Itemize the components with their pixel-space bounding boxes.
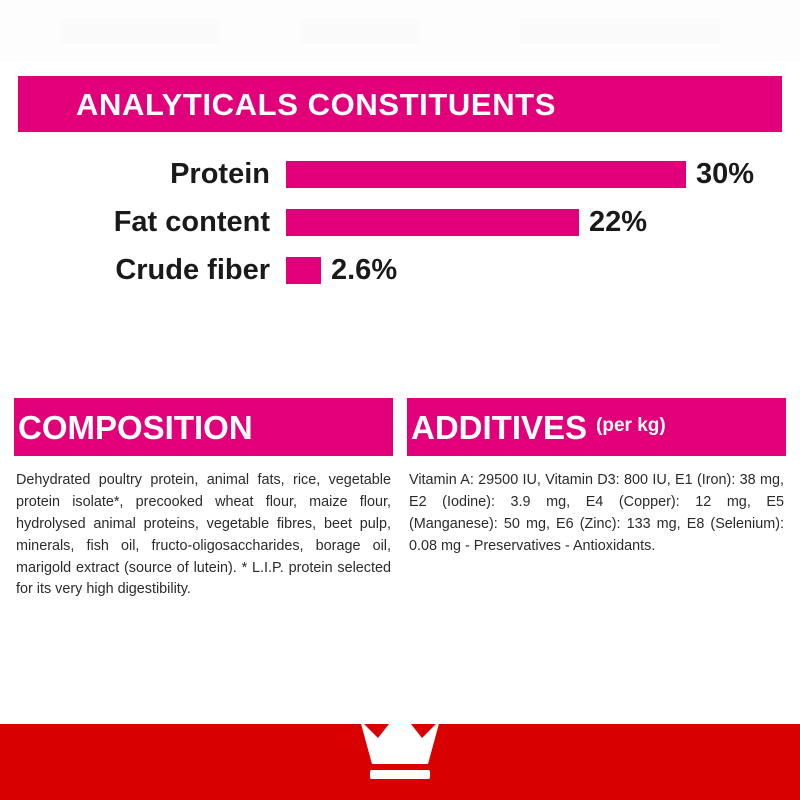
analytical-value: 30% [696,157,755,190]
analytical-value: 22% [589,205,648,238]
additives-text: Vitamin A: 29500 IU, Vitamin D3: 800 IU, E1 (Iron): 38 mg, E2 (Iodine): 3.9 mg, E4 (Copper): 12 mg, E5 (Manganese): 50 mg, E6 (Zinc): 133 mg, E8 (Selenium): 0.08 mg - Preservatives - Antioxidants. [409,472,784,554]
composition-text: Dehydrated poultry protein, animal fats, rice, vegetable protein isolate*, precooked wheat flour, maize flour, hydrolysed animal proteins, vegetable fibres, beet pulp, minerals, fish oil, fructo-oligosaccharides, borage oil, marigold extract (source of lutein). * L.I.P. protein selected for its very high digestibility. [16,472,391,598]
analyticals-header-label: ANALYTICALS CONSTITUENTS [76,86,556,122]
analytical-row [18,246,782,294]
analyticals-chart [18,150,782,294]
analytical-label: Fat content [113,205,270,238]
details-columns [14,398,786,601]
analytical-row [18,150,782,198]
ghost-block-1 [60,18,220,44]
analytical-bar-wrap [286,157,782,190]
top-decorative-strip [0,0,800,62]
additives-column [407,398,786,601]
composition-header [14,398,393,456]
analytical-bar [286,257,321,284]
analytical-label: Protein [170,157,270,190]
brand-logo [0,680,800,800]
composition-header-label: COMPOSITION [18,408,253,446]
additives-header-unit: (per kg) [596,414,666,436]
analytical-label: Crude fiber [115,253,270,286]
ghost-block-3 [520,18,720,44]
analyticals-header [18,76,782,132]
analytical-bar [286,209,579,236]
analytical-bar-wrap [286,253,782,286]
analytical-bar [286,161,686,188]
analytical-bar-wrap [286,205,782,238]
analytical-row [18,198,782,246]
additives-header [407,398,786,456]
composition-column [14,398,393,601]
additives-header-label: ADDITIVES [411,408,588,446]
royal-crown-icon [352,686,448,794]
ghost-block-2 [300,18,420,44]
analytical-value: 2.6% [331,253,398,286]
